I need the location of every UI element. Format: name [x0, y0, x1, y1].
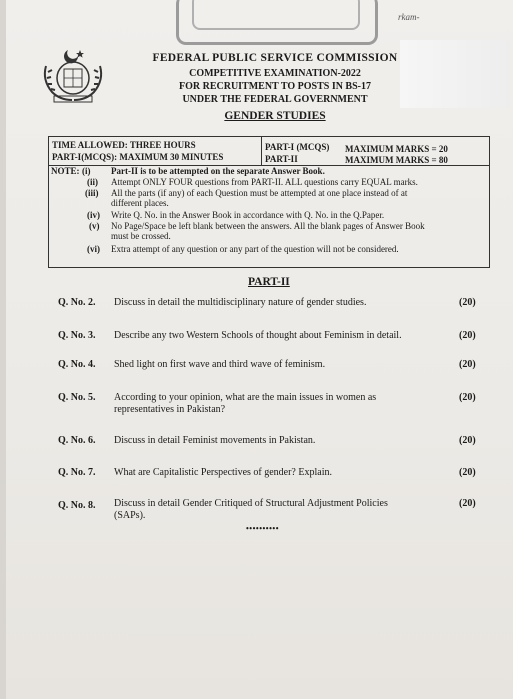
question-text: What are Capitalistic Perspectives of gender? Explain.	[114, 467, 332, 478]
note-num: (v)	[89, 221, 100, 231]
question-number: Q. No. 3.	[58, 330, 96, 341]
recruitment-line: FOR RECRUITMENT TO POSTS IN BS-17	[179, 81, 371, 92]
question-text-cont: (SAPs).	[114, 510, 146, 521]
time-cell	[49, 137, 262, 165]
note-text: All the parts (if any) of each Question must be attempted at one place instead of at	[111, 188, 408, 198]
question-marks: (20)	[459, 467, 476, 478]
question-number: Q. No. 7.	[58, 467, 96, 478]
part-title: PART-II	[248, 276, 290, 288]
question-marks: (20)	[459, 297, 476, 308]
note-text: Attempt ONLY FOUR questions from PART-II. ALL questions carry EQUAL marks.	[111, 177, 418, 187]
exam-title: COMPETITIVE EXAMINATION-2022	[189, 68, 361, 79]
question-text: Describe any two Western Schools of thought about Feminism in detail.	[114, 330, 402, 341]
note-num: (iv)	[87, 210, 100, 220]
emblem-icon	[40, 44, 106, 104]
part1-label: PART-I (MCQS)	[265, 142, 330, 152]
commission-title: FEDERAL PUBLIC SERVICE COMMISSION	[152, 52, 398, 64]
note-text: Extra attempt of any question or any part of the question will not be considered.	[111, 244, 399, 254]
question-number: Q. No. 2.	[58, 297, 96, 308]
question-marks: (20)	[459, 392, 476, 403]
part1-time: PART-I(MCQS): MAXIMUM 30 MINUTES	[52, 152, 224, 162]
question-number: Q. No. 4.	[58, 359, 96, 370]
part2-label: PART-II	[265, 154, 298, 164]
paper-clip-inner	[192, 0, 360, 30]
part1-marks: MAXIMUM MARKS = 20	[345, 144, 448, 154]
note-num: (ii)	[87, 177, 98, 187]
part2-marks: MAXIMUM MARKS = 80	[345, 155, 448, 165]
time-allowed: TIME ALLOWED: THREE HOURS	[52, 140, 196, 150]
time-marks-row	[49, 137, 489, 166]
question-text-cont: representatives in Pakistan?	[114, 404, 226, 415]
question-text: Discuss in detail the multidisciplinary nature of gender studies.	[114, 297, 367, 308]
question-text: According to your opinion, what are the main issues in women as	[114, 392, 377, 403]
question-number: Q. No. 6.	[58, 435, 96, 446]
handwritten-mark: rkam-	[398, 12, 420, 22]
note-label: NOTE:	[51, 166, 80, 176]
note-text-cont: different places.	[111, 198, 169, 208]
question-text: Discuss in detail Gender Critiqued of Structural Adjustment Policies	[114, 498, 388, 509]
question-marks: (20)	[459, 359, 476, 370]
note-text-cont: must be crossed.	[111, 231, 171, 241]
question-marks: (20)	[459, 498, 476, 509]
government-line: UNDER THE FEDERAL GOVERNMENT	[182, 94, 368, 105]
note-num: (vi)	[87, 244, 100, 254]
subject-title: GENDER STUDIES	[224, 110, 326, 122]
question-text: Shed light on first wave and third wave of feminism.	[114, 359, 326, 370]
question-number: Q. No. 5.	[58, 392, 96, 403]
question-marks: (20)	[459, 435, 476, 446]
note-text: No Page/Space be left blank between the answers. All the blank pages of Answer Book	[111, 221, 425, 231]
note-num: (iii)	[85, 188, 99, 198]
question-text: Discuss in detail Feminist movements in Pakistan.	[114, 435, 316, 446]
note-text: Write Q. No. in the Answer Book in accordance with Q. No. in the Q.Paper.	[111, 210, 385, 220]
end-marker: ••••••••••	[246, 524, 280, 533]
question-number: Q. No. 8.	[58, 500, 96, 511]
question-marks: (20)	[459, 330, 476, 341]
note-num: (i)	[82, 166, 91, 176]
note-text: Part-II is to be attempted on the separate Answer Book.	[111, 166, 325, 176]
instructions-box	[48, 136, 490, 268]
